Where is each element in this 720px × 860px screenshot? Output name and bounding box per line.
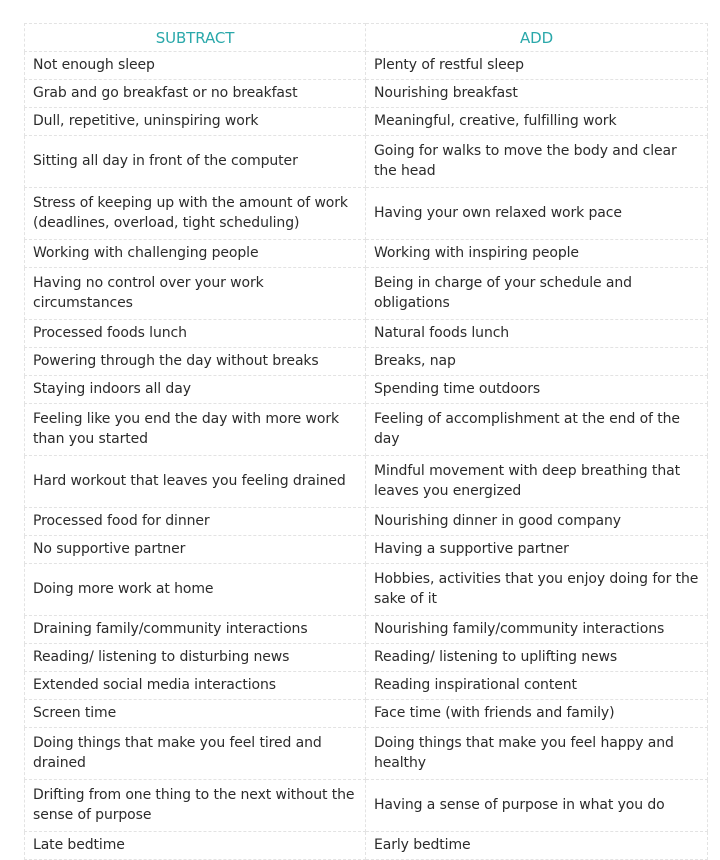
table-row <box>25 616 708 644</box>
add-cell: Spending time outdoors <box>366 376 708 404</box>
add-cell: Mindful movement with deep breathing that leaves you energized <box>366 456 708 508</box>
subtract-cell: Working with challenging people <box>25 240 366 268</box>
subtract-cell: Not enough sleep <box>25 52 366 80</box>
table-row <box>25 108 708 136</box>
subtract-cell: Staying indoors all day <box>25 376 366 404</box>
subtract-cell: Sitting all day in front of the computer <box>25 136 366 188</box>
table-header-row <box>25 24 708 52</box>
table-row <box>25 832 708 860</box>
add-cell: Natural foods lunch <box>366 320 708 348</box>
add-cell: Working with inspiring people <box>366 240 708 268</box>
subtract-cell: Draining family/community interactions <box>25 616 366 644</box>
add-cell: Reading inspirational content <box>366 672 708 700</box>
subtract-cell: Feeling like you end the day with more work than you started <box>25 404 366 456</box>
add-cell: Face time (with friends and family) <box>366 700 708 728</box>
subtract-add-table-container <box>24 23 707 860</box>
table-row <box>25 136 708 188</box>
subtract-cell: Powering through the day without breaks <box>25 348 366 376</box>
table-row <box>25 700 708 728</box>
add-cell: Early bedtime <box>366 832 708 860</box>
add-cell: Having a sense of purpose in what you do <box>366 780 708 832</box>
table-row <box>25 320 708 348</box>
subtract-cell: Screen time <box>25 700 366 728</box>
table-row <box>25 644 708 672</box>
subtract-cell: No supportive partner <box>25 536 366 564</box>
table-row <box>25 564 708 616</box>
add-cell: Nourishing family/community interactions <box>366 616 708 644</box>
add-cell: Being in charge of your schedule and obligations <box>366 268 708 320</box>
subtract-add-table <box>24 23 708 860</box>
subtract-cell: Grab and go breakfast or no breakfast <box>25 80 366 108</box>
table-row <box>25 52 708 80</box>
table-row <box>25 80 708 108</box>
table-row <box>25 268 708 320</box>
add-cell: Breaks, nap <box>366 348 708 376</box>
table-row <box>25 240 708 268</box>
subtract-cell: Stress of keeping up with the amount of work (deadlines, overload, tight scheduling) <box>25 188 366 240</box>
add-cell: Going for walks to move the body and clear the head <box>366 136 708 188</box>
add-cell: Meaningful, creative, fulfilling work <box>366 108 708 136</box>
table-row <box>25 376 708 404</box>
subtract-cell: Drifting from one thing to the next without the sense of purpose <box>25 780 366 832</box>
column-header-add: ADD <box>366 24 708 52</box>
table-row <box>25 536 708 564</box>
subtract-cell: Reading/ listening to disturbing news <box>25 644 366 672</box>
subtract-cell: Extended social media interactions <box>25 672 366 700</box>
add-cell: Hobbies, activities that you enjoy doing for the sake of it <box>366 564 708 616</box>
add-cell: Feeling of accomplishment at the end of the day <box>366 404 708 456</box>
add-cell: Having a supportive partner <box>366 536 708 564</box>
add-cell: Nourishing breakfast <box>366 80 708 108</box>
add-cell: Having your own relaxed work pace <box>366 188 708 240</box>
subtract-cell: Processed foods lunch <box>25 320 366 348</box>
add-cell: Reading/ listening to uplifting news <box>366 644 708 672</box>
table-row <box>25 404 708 456</box>
add-cell: Plenty of restful sleep <box>366 52 708 80</box>
subtract-cell: Late bedtime <box>25 832 366 860</box>
table-row <box>25 728 708 780</box>
table-row <box>25 672 708 700</box>
subtract-cell: Doing more work at home <box>25 564 366 616</box>
subtract-cell: Dull, repetitive, uninspiring work <box>25 108 366 136</box>
subtract-cell: Hard workout that leaves you feeling drained <box>25 456 366 508</box>
table-row <box>25 508 708 536</box>
subtract-cell: Processed food for dinner <box>25 508 366 536</box>
add-cell: Nourishing dinner in good company <box>366 508 708 536</box>
table-row <box>25 348 708 376</box>
table-row <box>25 456 708 508</box>
column-header-subtract: SUBTRACT <box>25 24 366 52</box>
table-row <box>25 188 708 240</box>
table-row <box>25 780 708 832</box>
subtract-cell: Doing things that make you feel tired and drained <box>25 728 366 780</box>
add-cell: Doing things that make you feel happy and healthy <box>366 728 708 780</box>
subtract-cell: Having no control over your work circumstances <box>25 268 366 320</box>
